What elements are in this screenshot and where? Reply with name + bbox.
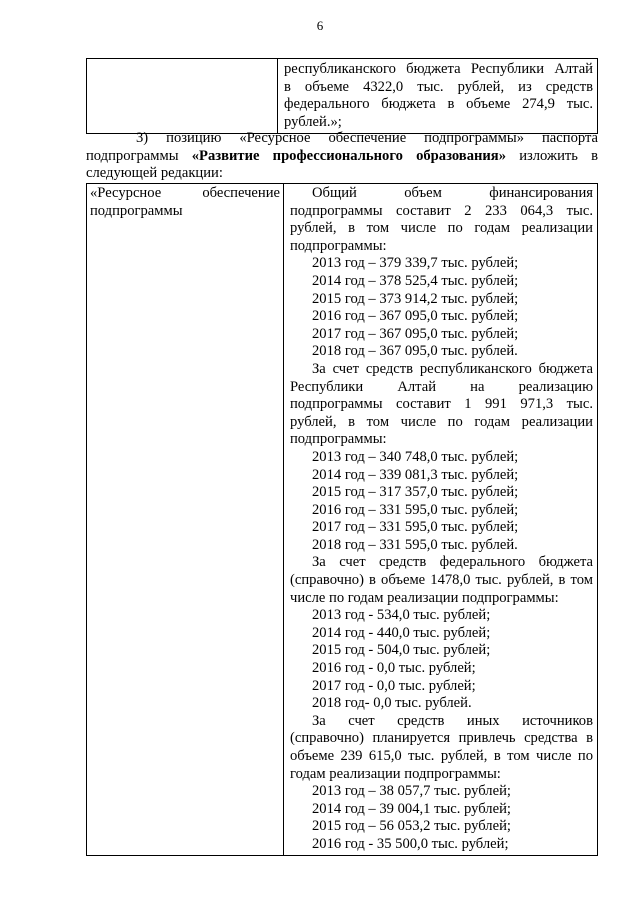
year-line: 2013 год – 379 339,7 тыс. рублей; bbox=[312, 255, 519, 272]
resource-table bbox=[86, 183, 598, 856]
text-line: республиканского бюджета Республики Алтай bbox=[284, 61, 593, 77]
year-line: 2014 год – 39 004,1 тыс. рублей; bbox=[312, 800, 511, 817]
top-right-cell bbox=[278, 59, 598, 134]
label-line: «Ресурсное обеспечение bbox=[90, 185, 280, 201]
year-line: 2015 год – 56 053,2 тыс. рублей; bbox=[312, 818, 511, 835]
resource-content-cell bbox=[284, 184, 598, 856]
text-line: За счет средств федерального бюджета bbox=[312, 554, 593, 571]
text-line: годам реализации подпрограммы: bbox=[290, 765, 501, 782]
text-line: (справочно) планируется привлечь средства в bbox=[290, 730, 593, 747]
page-number: 6 bbox=[316, 18, 324, 33]
subprogram-title: «Развитие профессионального образования» bbox=[191, 147, 506, 164]
year-line: 2014 год - 440,0 тыс. рублей; bbox=[312, 624, 491, 641]
empty-left-cell bbox=[87, 59, 278, 134]
year-line: 2014 год – 339 081,3 тыс. рублей; bbox=[312, 466, 519, 483]
year-line: 2014 год – 378 525,4 тыс. рублей; bbox=[312, 272, 519, 289]
text-line: федерального бюджета в объеме 274,9 тыс. bbox=[284, 96, 593, 113]
text-line: рублей, в том числе по годам реализации bbox=[290, 220, 593, 237]
year-line: 2018 год – 367 095,0 тыс. рублей. bbox=[312, 343, 518, 360]
year-line: 2015 год - 504,0 тыс. рублей; bbox=[312, 642, 491, 659]
year-line: 2013 год - 534,0 тыс. рублей; bbox=[312, 607, 491, 624]
year-line: 2016 год - 35 500,0 тыс. рублей; bbox=[312, 835, 509, 852]
text-line bbox=[86, 148, 598, 166]
text-line: подпрограммы: bbox=[290, 431, 387, 448]
text-line: За счет средств иных источников bbox=[312, 712, 593, 729]
year-line: 2018 год – 331 595,0 тыс. рублей. bbox=[312, 536, 518, 553]
text-line: подпрограммы составит 1 991 971,3 тыс. bbox=[290, 396, 593, 413]
year-line: 2013 год – 38 057,7 тыс. рублей; bbox=[312, 783, 511, 800]
text-line: 3) позицию «Ресурсное обеспечение подпрограммы» паспорта bbox=[136, 130, 598, 146]
year-line: 2016 год - 0,0 тыс. рублей; bbox=[312, 660, 476, 677]
text-line: рублей, в том числе по годам реализации bbox=[290, 413, 593, 430]
year-line: 2015 год – 373 914,2 тыс. рублей; bbox=[312, 290, 519, 307]
amendment-paragraph bbox=[86, 130, 598, 183]
text-fragment: изложить в bbox=[506, 147, 598, 164]
year-line: 2013 год – 340 748,0 тыс. рублей; bbox=[312, 448, 519, 465]
text-fragment: подпрограммы bbox=[86, 147, 192, 164]
text-line: объеме 239 615,0 тыс. рублей, в том числе по bbox=[290, 748, 593, 764]
year-line: 2017 год – 331 595,0 тыс. рублей; bbox=[312, 519, 519, 536]
label-line: подпрограммы bbox=[90, 202, 183, 219]
text-line: в объеме 4322,0 тыс. рублей, из средств bbox=[284, 78, 593, 95]
year-line: 2016 год – 367 095,0 тыс. рублей; bbox=[312, 308, 519, 325]
text-line: За счет средств республиканского бюджета bbox=[312, 360, 593, 377]
year-line: 2018 год- 0,0 тыс. рублей. bbox=[312, 695, 472, 712]
text-line: Общий объем финансирования bbox=[312, 185, 593, 201]
text-line: (справочно) в объеме 1478,0 тыс. рублей, в том bbox=[290, 572, 593, 589]
text-line: Республики Алтай на реализацию bbox=[290, 378, 593, 395]
text-line: подпрограммы составит 2 233 064,3 тыс. bbox=[290, 202, 593, 219]
year-line: 2015 год – 317 357,0 тыс. рублей; bbox=[312, 484, 519, 501]
text-line: следующей редакции: bbox=[86, 165, 223, 182]
text-line: числе по годам реализации подпрограммы: bbox=[290, 589, 559, 606]
year-line: 2017 год – 367 095,0 тыс. рублей; bbox=[312, 325, 519, 342]
year-line: 2017 год - 0,0 тыс. рублей; bbox=[312, 677, 476, 694]
text-line: подпрограммы: bbox=[290, 237, 387, 254]
resource-label-cell bbox=[87, 184, 284, 856]
previous-table-fragment bbox=[86, 58, 598, 134]
year-line: 2016 год – 331 595,0 тыс. рублей; bbox=[312, 501, 519, 518]
text-line: рублей.»; bbox=[284, 113, 342, 130]
